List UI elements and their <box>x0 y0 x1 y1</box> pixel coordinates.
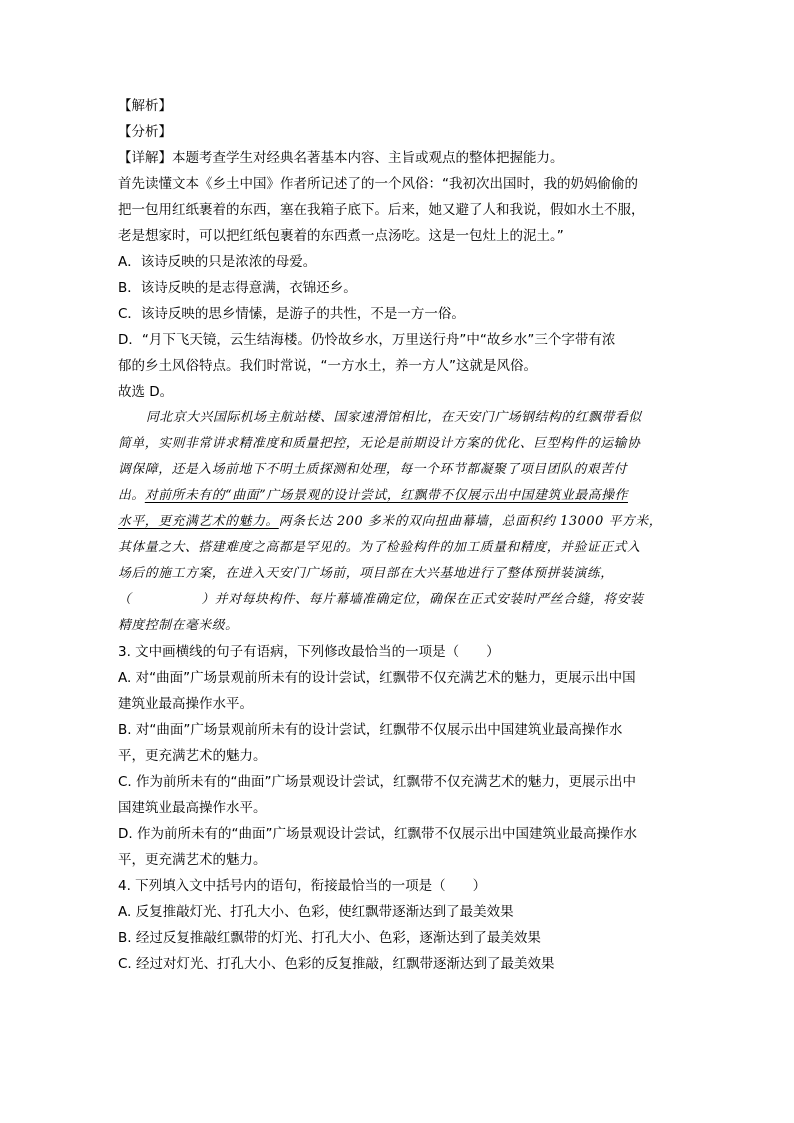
question4-stem: 4. 下列填入文中括号内的语句，衔接最恰当的一项是（ ） <box>118 878 487 894</box>
detail-intro: 【详解】本题考查学生对经典名著基本内容、主旨或观点的整体把握能力。 <box>118 150 564 166</box>
document-page <box>118 93 678 977</box>
q3-option-a-line1: A. 对“曲面”广场景观前所未有的设计尝试，红飘带不仅充满艺术的魅力，更展示出中国 <box>118 670 636 686</box>
analysis-option-d-line1: D．“月下飞天镜，云生结海楼。仍怜故乡水，万里送行舟”中“故乡水”三个字带有浓 <box>118 332 616 348</box>
analysis-p1-line3: 老是想家时，可以把红纸包裹着的东西煮一点汤吃。这是一包灶上的泥土。” <box>118 228 564 244</box>
q3-option-a-line2: 建筑业最高操作水平。 <box>118 696 253 712</box>
analysis-option-a: A．该诗反映的只是浓浓的母爱。 <box>118 254 317 270</box>
analysis-option-d-line2: 郁的乡土风俗特点。我们时常说，“一方水土，养一方人”这就是风俗。 <box>118 358 537 374</box>
q3-option-c-line2: 国建筑业最高操作水平。 <box>118 800 267 816</box>
passage-text: 出。 <box>118 488 145 503</box>
q3-option-b-line2: 平，更充满艺术的魅力。 <box>118 748 267 764</box>
passage-line3: 调保障，还是入场前地下不明土质探测和处理，每一个环节都凝聚了项目团队的艰苦付 <box>118 462 628 477</box>
q3-option-d-line2: 平，更充满艺术的魅力。 <box>118 852 267 868</box>
question3-stem: 3. 文中画横线的句子有语病，下列修改最恰当的一项是（ ） <box>118 644 500 660</box>
q4-option-b: B. 经过反复推敲红飘带的灯光、打孔大小、色彩，逐渐达到了最美效果 <box>118 930 541 946</box>
underlined-sentence-end: 水平，更充满艺术的魅力。 <box>118 514 279 529</box>
q3-option-b-line1: B. 对“曲面”广场景观前所未有的设计尝试，红飘带不仅展示出中国建筑业最高操作水 <box>118 722 623 738</box>
passage-text: ）并对每块构件、每片幕墙准确定位，确保在正式安装时严丝合缝，将安装 <box>201 592 644 607</box>
bracket-open: （ <box>118 592 132 607</box>
passage-line6: 其体量之大、搭建难度之高都是罕见的。为了检验构件的加工质量和精度，并验证正式入 <box>118 540 641 555</box>
analysis-option-c: C．该诗反映的思乡情愫，是游子的共性，不是一方一俗。 <box>118 306 465 322</box>
analysis-p1-line1: 首先读懂文本《乡土中国》作者所记述了的一个风俗：“我初次出国时，我的奶妈偷偷的 <box>118 176 638 192</box>
passage-line7: 场后的施工方案，在进入天安门广场前，项目部在大兴基地进行了整体预拼装演练， <box>118 566 614 581</box>
passage-line9: 精度控制在毫米级。 <box>118 618 239 633</box>
passage-line4 <box>118 483 678 509</box>
passage-line2: 简单，实则非常讲求精准度和质量把控，无论是前期设计方案的优化、巨型构件的运输协 <box>118 436 641 451</box>
passage-text: 两条长达 200 多米的双向扭曲幕墙，总面积约 13000 平方米， <box>278 514 663 529</box>
analysis-p1-line2: 把一包用红纸裹着的东西，塞在我箱子底下。后来，她又避了人和我说，假如水土不服， <box>118 202 645 218</box>
heading-fenxi: 【分析】 <box>118 124 172 140</box>
q3-option-d-line1: D. 作为前所未有的“曲面”广场景观设计尝试，红飘带不仅展示出中国建筑业最高操作水 <box>118 826 637 842</box>
passage-line8 <box>118 587 678 613</box>
underlined-sentence: 对前所未有的“曲面”广场景观的设计尝试，红飘带不仅展示出中国建筑业最高操作 <box>144 488 628 503</box>
passage-line1: 同北京大兴国际机场主航站楼、国家速滑馆相比，在天安门广场钢结构的红飘带看似 <box>146 410 642 425</box>
analysis-answer: 故选 D。 <box>118 384 174 400</box>
q4-option-a: A. 反复推敲灯光、打孔大小、色彩，使红飘带逐渐达到了最美效果 <box>118 904 514 920</box>
analysis-option-b: B．该诗反映的是志得意满，衣锦还乡。 <box>118 280 357 296</box>
passage-line5 <box>118 509 678 535</box>
q4-option-c: C. 经过对灯光、打孔大小、色彩的反复推敲，红飘带逐渐达到了最美效果 <box>118 956 555 972</box>
q3-option-c-line1: C. 作为前所未有的“曲面”广场景观设计尝试，红飘带不仅充满艺术的魅力，更展示出中 <box>118 774 636 790</box>
heading-jiexi: 【解析】 <box>118 98 172 114</box>
